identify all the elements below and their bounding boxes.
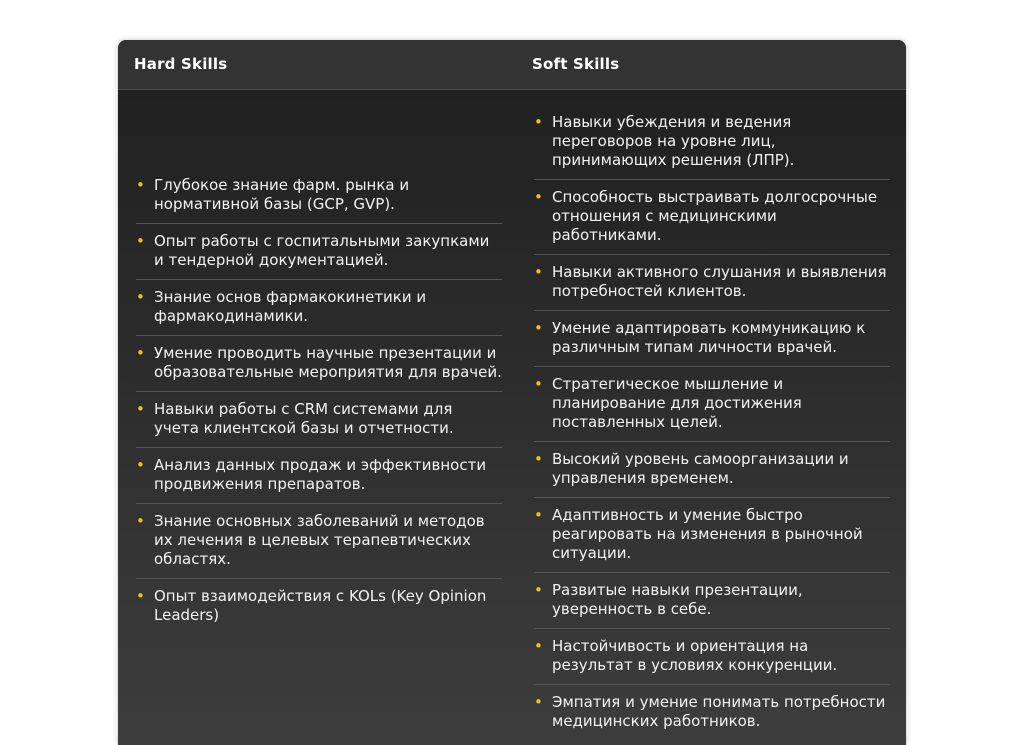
bullet-icon: • xyxy=(136,587,145,605)
list-item xyxy=(534,188,890,255)
bullet-icon: • xyxy=(534,693,543,711)
bullet-icon: • xyxy=(136,512,145,530)
skill-text: Адаптивность и умение быстро реагировать на изменения в рыночной ситуации. xyxy=(552,506,863,562)
list-item xyxy=(534,637,890,685)
bullet-icon: • xyxy=(136,400,145,418)
bullet-icon: • xyxy=(136,232,145,250)
skill-text: Опыт работы с госпитальными закупками и тендерной документацией. xyxy=(154,232,490,269)
list-item xyxy=(534,375,890,442)
skill-text: Эмпатия и умение понимать потребности медицинских работников. xyxy=(552,693,886,730)
skill-text: Анализ данных продаж и эффективности продвижения препаратов. xyxy=(154,456,487,493)
skill-text: Умение адаптировать коммуникацию к различным типам личности врачей. xyxy=(552,319,866,356)
bullet-icon: • xyxy=(534,375,543,393)
soft-skills-list xyxy=(534,113,890,745)
skill-text: Настойчивость и ориентация на результат в условиях конкуренции. xyxy=(552,637,838,674)
bullet-icon: • xyxy=(534,113,543,131)
list-item xyxy=(136,176,502,224)
skill-text: Высокий уровень самоорганизации и управления временем. xyxy=(552,450,849,487)
bullet-icon: • xyxy=(534,188,543,206)
skill-text: Развитые навыки презентации, уверенность в себе. xyxy=(552,581,803,618)
bullet-icon: • xyxy=(136,288,145,306)
skill-text: Знание основных заболеваний и методов их лечения в целевых терапевтических областях. xyxy=(154,512,485,568)
skill-text: Способность выстраивать долгосрочные отношения с медицинскими работниками. xyxy=(552,188,878,244)
skill-text: Опыт взаимодействия с KOLs (Key Opinion Leaders) xyxy=(154,587,487,624)
bullet-icon: • xyxy=(136,176,145,194)
skill-text: Глубокое знание фарм. рынка и нормативной базы (GCP, GVP). xyxy=(154,176,410,213)
list-item xyxy=(136,400,502,448)
skill-text: Навыки работы с CRM системами для учета клиентской базы и отчетности. xyxy=(154,400,454,437)
bullet-icon: • xyxy=(534,319,543,337)
bullet-icon: • xyxy=(136,344,145,362)
list-item xyxy=(534,581,890,629)
skill-text: Навыки убеждения и ведения переговоров на уровне лиц, принимающих решения (ЛПР). xyxy=(552,113,795,169)
list-item xyxy=(136,232,502,280)
bullet-icon: • xyxy=(534,263,543,281)
list-item xyxy=(136,587,502,634)
hard-skills-list xyxy=(136,176,502,642)
skill-text: Умение проводить научные презентации и образовательные мероприятия для врачей. xyxy=(154,344,502,381)
list-item xyxy=(534,319,890,367)
table-header xyxy=(118,40,906,90)
hard-skills-title: Hard Skills xyxy=(134,55,228,73)
list-item xyxy=(534,506,890,573)
list-item xyxy=(534,113,890,180)
list-item xyxy=(136,288,502,336)
skill-text: Навыки активного слушания и выявления потребностей клиентов. xyxy=(552,263,887,300)
skills-table xyxy=(118,40,906,745)
skill-text: Стратегическое мышление и планирование для достижения поставленных целей. xyxy=(552,375,802,431)
bullet-icon: • xyxy=(534,581,543,599)
bullet-icon: • xyxy=(534,506,543,524)
bullet-icon: • xyxy=(136,456,145,474)
list-item xyxy=(534,450,890,498)
list-item xyxy=(136,344,502,392)
bullet-icon: • xyxy=(534,637,543,655)
bullet-icon: • xyxy=(534,450,543,468)
skill-text: Знание основ фармакокинетики и фармакодинамики. xyxy=(154,288,427,325)
list-item xyxy=(136,512,502,579)
soft-skills-title: Soft Skills xyxy=(532,55,620,73)
list-item xyxy=(136,456,502,504)
list-item xyxy=(534,693,890,740)
list-item xyxy=(534,263,890,311)
